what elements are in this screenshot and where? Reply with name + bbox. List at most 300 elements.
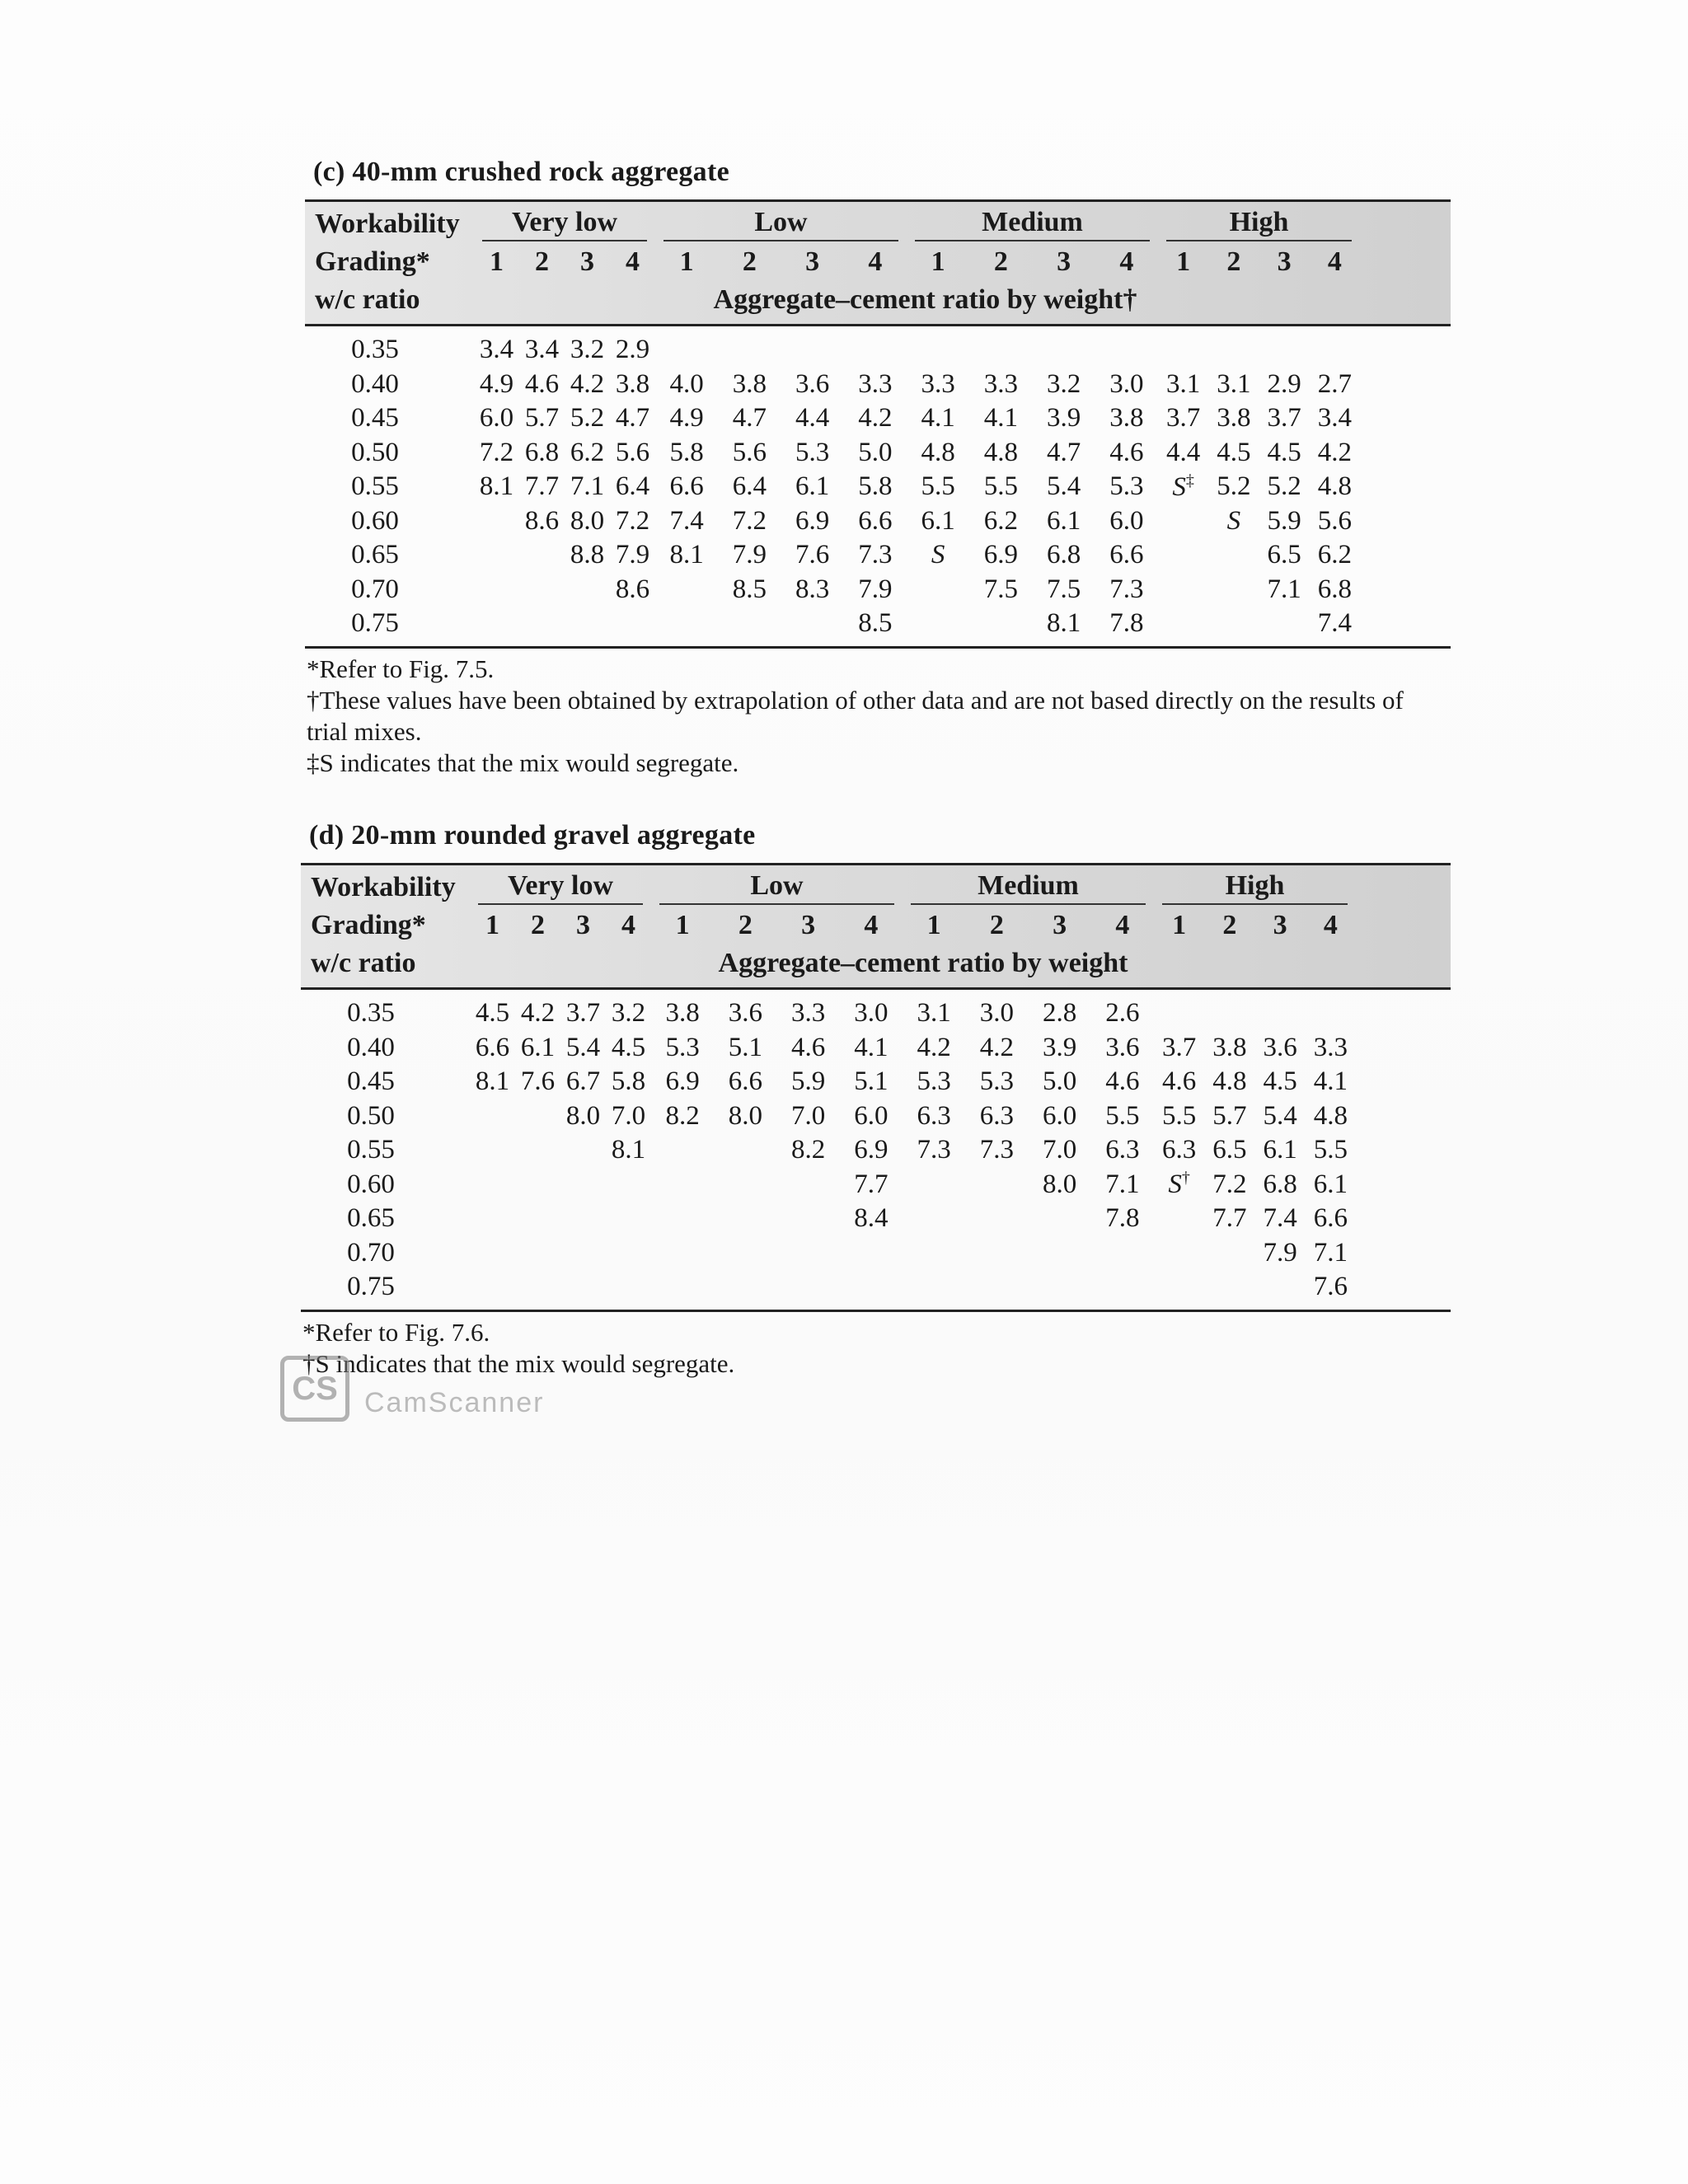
ratio-cell: 3.1 (1166, 368, 1201, 399)
ratio-cell: 5.8 (669, 437, 704, 467)
ratio-cell: 5.7 (524, 403, 560, 434)
table-row (305, 607, 1451, 641)
grading-number: 2 (738, 910, 753, 940)
ratio-row (301, 944, 1451, 982)
ratio-cell: 5.2 (1217, 471, 1251, 502)
ratio-cell: 4.6 (524, 368, 560, 399)
ratio-cell: 5.2 (1267, 471, 1301, 502)
ratio-cell: 4.1 (983, 403, 1018, 434)
ratio-cell: 5.6 (615, 437, 650, 467)
ratio-cell: 3.6 (728, 998, 762, 1029)
ratio-cell: 7.5 (1047, 574, 1081, 604)
ratio-cell: 7.4 (669, 505, 704, 536)
ratio-cell: 4.7 (1047, 437, 1081, 467)
table-row (305, 470, 1451, 504)
ratio-cell: 5.3 (917, 1066, 951, 1097)
grading-numbers (470, 910, 1451, 941)
ratio-cell: 8.4 (854, 1203, 889, 1234)
wc-ratio-cell: 0.35 (351, 335, 399, 365)
ratio-cell: 5.1 (728, 1032, 762, 1062)
ratio-cell: 6.3 (917, 1100, 951, 1131)
ratio-cell: 7.7 (1212, 1203, 1247, 1234)
ratio-cell: 3.3 (983, 368, 1018, 399)
ratio-cell: 3.7 (1267, 403, 1301, 434)
ratio-cell: 4.5 (611, 1032, 646, 1062)
ratio-cell: 6.6 (858, 505, 893, 536)
table-row (301, 1065, 1451, 1099)
section-c-footnotes (305, 654, 1451, 779)
ratio-cell: 6.2 (570, 437, 605, 467)
grading-row (301, 907, 1451, 944)
grading-label: Grading* (311, 910, 426, 940)
ratio-cell: 7.1 (1105, 1169, 1140, 1199)
ratio-cell: 6.0 (479, 403, 514, 434)
ratio-cell: 7.6 (1313, 1272, 1348, 1302)
ratio-cell: 8.1 (1047, 608, 1081, 639)
ratio-cell: 4.6 (1109, 437, 1144, 467)
workability-group: Medium (915, 207, 1150, 241)
ratio-cell: 3.2 (1047, 368, 1081, 399)
ratio-cell: 6.4 (732, 471, 767, 502)
ratio-cell: 3.3 (791, 998, 826, 1029)
ratio-cell: 3.7 (1162, 1032, 1197, 1062)
wc-ratio-cell: 0.40 (351, 368, 399, 399)
ratio-cell: 4.7 (615, 403, 650, 434)
table-row (301, 1133, 1451, 1168)
grading-number: 2 (989, 910, 1004, 940)
wc-ratio-cell: 0.45 (347, 1066, 395, 1097)
ratio-cell: 6.2 (983, 505, 1018, 536)
ratio-cell: 7.9 (615, 540, 650, 570)
ratio-cell: 6.1 (795, 471, 830, 502)
ratio-cell: 3.2 (611, 998, 646, 1029)
ratio-cell: 4.7 (732, 403, 767, 434)
ratio-cell: 7.1 (570, 471, 605, 502)
ratio-cell: 5.5 (983, 471, 1018, 502)
ratio-cell: 6.7 (565, 1066, 601, 1097)
ratio-cell: 7.6 (795, 540, 830, 570)
ratio-cell: 3.6 (1105, 1032, 1140, 1062)
grading-number: 1 (1176, 246, 1191, 277)
ratio-cell: 7.4 (1263, 1203, 1297, 1234)
ratio-cell: 2.7 (1317, 368, 1352, 399)
ratio-cell: 3.0 (1109, 368, 1144, 399)
ratio-cell: 5.6 (732, 437, 767, 467)
ratio-cell: 7.7 (854, 1169, 889, 1199)
wc-ratio-cell: 0.70 (351, 574, 399, 604)
grading-number: 3 (1057, 246, 1071, 277)
ratio-cell: 6.8 (1263, 1169, 1297, 1199)
wc-ratio-cell: 0.55 (347, 1135, 395, 1165)
grading-number: 1 (926, 910, 941, 940)
table-row (305, 573, 1451, 607)
ratio-cell: 8.1 (479, 471, 514, 502)
ratio-cell: 6.8 (524, 437, 560, 467)
ratio-cell: 3.3 (858, 368, 893, 399)
ratio-cell: 3.0 (854, 998, 889, 1029)
grading-number: 1 (679, 246, 694, 277)
ratio-cell: 4.1 (1313, 1066, 1348, 1097)
ratio-cell: 4.5 (1267, 437, 1301, 467)
workability-group: Low (659, 870, 894, 905)
ratio-cell: 3.4 (524, 335, 560, 365)
ratio-cell: 8.6 (524, 505, 560, 536)
ratio-cell: 3.8 (1212, 1032, 1247, 1062)
table-row (301, 1099, 1451, 1134)
ratio-cell: 7.2 (479, 437, 514, 467)
ratio-cell: 3.4 (1317, 403, 1352, 434)
ratio-cell: 4.8 (1317, 471, 1352, 502)
grading-number: 1 (485, 910, 499, 940)
grading-number: 3 (801, 910, 816, 940)
ratio-cell: 8.3 (795, 574, 830, 604)
table-row (301, 1270, 1451, 1305)
ratio-cell: 5.5 (1105, 1100, 1140, 1131)
table-row (305, 538, 1451, 573)
workability-groups (474, 207, 1451, 241)
ratio-cell: 6.6 (669, 471, 704, 502)
wc-label: w/c ratio (311, 948, 416, 978)
ratio-cell: 5.4 (1263, 1100, 1297, 1131)
grading-number: 2 (535, 246, 549, 277)
ratio-cell: 3.9 (1047, 403, 1081, 434)
table-row (305, 368, 1451, 402)
wc-ratio-cell: 0.60 (351, 505, 399, 536)
table-d-header (301, 865, 1451, 990)
ratio-cell: 7.8 (1109, 608, 1144, 639)
workability-group: Medium (911, 870, 1146, 905)
ratio-cell: 3.4 (479, 335, 514, 365)
ratio-cell: 7.0 (611, 1100, 646, 1131)
ratio-cell: 8.1 (475, 1066, 510, 1097)
ratio-cell: 7.5 (983, 574, 1018, 604)
ratio-cell: 4.2 (520, 998, 556, 1029)
wc-ratio-cell: 0.70 (347, 1237, 395, 1268)
ratio-cell: 6.0 (1109, 505, 1144, 536)
grading-number: 3 (1277, 246, 1292, 277)
ratio-cell: 6.9 (795, 505, 830, 536)
ratio-cell: 6.4 (615, 471, 650, 502)
footnote: †These values have been obtained by extrapolation of other data and are not based directly on the results of trial mixes. (307, 685, 1404, 746)
grading-number: 4 (1327, 246, 1342, 277)
ratio-cell: 3.3 (1313, 1032, 1348, 1062)
ratio-cell: 4.2 (858, 403, 893, 434)
ratio-cell: 7.1 (1267, 574, 1301, 604)
ratio-cell: 5.4 (565, 1032, 601, 1062)
ratio-cell: 4.6 (791, 1032, 826, 1062)
ratio-cell: 8.0 (570, 505, 605, 536)
grading-number: 3 (580, 246, 594, 277)
ratio-cell: 6.1 (1263, 1135, 1297, 1165)
table-row (305, 504, 1451, 539)
ratio-label: Aggregate–cement ratio by weight† (713, 284, 1137, 315)
ratio-cell: S (1226, 505, 1241, 536)
grading-number: 1 (931, 246, 945, 277)
ratio-cell: 3.6 (1263, 1032, 1297, 1062)
ratio-cell: 4.4 (1166, 437, 1201, 467)
grading-number: 1 (490, 246, 504, 277)
ratio-cell: 7.3 (979, 1135, 1014, 1165)
ratio-cell: 4.8 (1212, 1066, 1247, 1097)
table-d-body (301, 990, 1451, 1310)
ratio-cell: 5.6 (1317, 505, 1352, 536)
wc-ratio-cell: 0.75 (351, 608, 399, 639)
ratio-cell: 5.5 (921, 471, 955, 502)
table-c-body (305, 326, 1451, 646)
ratio-cell: 4.9 (479, 368, 514, 399)
table-row (301, 1168, 1451, 1202)
ratio-cell: 4.5 (475, 998, 510, 1029)
section-d (301, 820, 1451, 1380)
table-row (305, 401, 1451, 436)
ratio-cell: 3.9 (1043, 1032, 1077, 1062)
table-row (305, 436, 1451, 471)
grading-number: 2 (993, 246, 1008, 277)
ratio-cell: 4.2 (570, 368, 605, 399)
ratio-cell: 4.8 (983, 437, 1018, 467)
ratio-cell: 3.2 (570, 335, 605, 365)
grading-number: 4 (868, 246, 883, 277)
ratio-cell: 7.0 (1043, 1135, 1077, 1165)
ratio-cell: 5.3 (979, 1066, 1014, 1097)
ratio-cell: 5.9 (791, 1066, 826, 1097)
ratio-cell: 7.8 (1105, 1203, 1140, 1234)
ratio-cell: 7.3 (858, 540, 893, 570)
wc-label: w/c ratio (315, 284, 420, 315)
grading-label: Grading* (315, 246, 430, 277)
wc-ratio-cell: 0.35 (347, 998, 395, 1029)
ratio-cell: 4.6 (1162, 1066, 1197, 1097)
wc-ratio-cell: 0.65 (347, 1203, 395, 1234)
wc-ratio-cell: 0.60 (347, 1169, 395, 1199)
grading-number: 4 (864, 910, 879, 940)
workability-group: Very low (482, 207, 647, 241)
ratio-cell: 7.2 (615, 505, 650, 536)
ratio-cell: 8.0 (1043, 1169, 1077, 1199)
ratio-cell: 4.2 (917, 1032, 951, 1062)
workability-group: Very low (478, 870, 643, 905)
grading-number: 4 (1323, 910, 1338, 940)
table-c-header (305, 202, 1451, 326)
ratio-cell: 5.3 (665, 1032, 700, 1062)
ratio-cell: 2.9 (1267, 368, 1301, 399)
wc-ratio-cell: 0.50 (347, 1100, 395, 1131)
ratio-cell: 6.1 (520, 1032, 556, 1062)
ratio-cell: 5.0 (1043, 1066, 1077, 1097)
camscanner-brand: CamScanner (364, 1386, 545, 1418)
grading-number: 4 (1115, 910, 1130, 940)
ratio-cell: 7.1 (1313, 1237, 1348, 1268)
ratio-cell: 2.6 (1105, 998, 1140, 1029)
ratio-cell: 4.8 (1313, 1100, 1348, 1131)
table-row (301, 1031, 1451, 1066)
ratio-cell: 4.5 (1217, 437, 1251, 467)
table-row (301, 1236, 1451, 1271)
ratio-cell: 8.2 (665, 1100, 700, 1131)
grading-number: 3 (805, 246, 820, 277)
ratio-cell: 6.5 (1212, 1135, 1247, 1165)
ratio-cell: 7.2 (732, 505, 767, 536)
ratio-cell: 4.5 (1263, 1066, 1297, 1097)
grading-number: 2 (1222, 910, 1237, 940)
ratio-cell: 5.0 (858, 437, 893, 467)
ratio-cell: 8.0 (565, 1100, 601, 1131)
ratio-cell: 5.2 (570, 403, 605, 434)
ratio-cell: 6.3 (979, 1100, 1014, 1131)
ratio-cell: 5.5 (1162, 1100, 1197, 1131)
footnote: *Refer to Fig. 7.6. (302, 1317, 490, 1347)
ratio-cell: 4.4 (795, 403, 830, 434)
ratio-cell: 3.1 (1217, 368, 1251, 399)
ratio-cell: 3.8 (732, 368, 767, 399)
workability-label: Workability (315, 209, 460, 239)
camscanner-watermark (280, 1356, 544, 1422)
section-c-title: (c) 40-mm crushed rock aggregate (313, 157, 729, 187)
ratio-cell: 3.7 (565, 998, 601, 1029)
grading-number: 3 (1053, 910, 1067, 940)
ratio-cell: 7.9 (732, 540, 767, 570)
table-row (301, 1202, 1451, 1236)
ratio-cell: 6.8 (1047, 540, 1081, 570)
ratio-cell: 6.0 (1043, 1100, 1077, 1131)
ratio-cell: 3.8 (1109, 403, 1144, 434)
ratio-cell: 5.8 (611, 1066, 646, 1097)
ratio-cell: 4.9 (669, 403, 704, 434)
workability-group: High (1166, 207, 1352, 241)
ratio-cell: 3.7 (1166, 403, 1201, 434)
ratio-cell: 3.0 (979, 998, 1014, 1029)
table-row (301, 996, 1451, 1031)
ratio-cell: 4.6 (1105, 1066, 1140, 1097)
ratio-cell: 7.2 (1212, 1169, 1247, 1199)
workability-label: Workability (311, 872, 456, 902)
grading-number: 2 (531, 910, 545, 940)
ratio-cell: 7.7 (524, 471, 560, 502)
ratio-cell: 6.6 (1313, 1203, 1348, 1234)
ratio-cell: 6.9 (983, 540, 1018, 570)
ratio-cell: 5.7 (1212, 1100, 1247, 1131)
ratio-cell: 8.8 (570, 540, 605, 570)
footnote: *Refer to Fig. 7.5. (307, 654, 495, 683)
ratio-cell: 5.1 (854, 1066, 889, 1097)
ratio-cell: S‡ (1172, 471, 1194, 502)
workability-group: Low (663, 207, 898, 241)
ratio-cell: 6.3 (1162, 1135, 1197, 1165)
ratio-cell: 6.9 (854, 1135, 889, 1165)
ratio-cell: 4.0 (669, 368, 704, 399)
ratio-cell: 6.8 (1317, 574, 1352, 604)
grading-number: 3 (1273, 910, 1287, 940)
ratio-cell: 3.1 (917, 998, 951, 1029)
ratio-row (305, 281, 1451, 319)
wc-ratio-cell: 0.50 (351, 437, 399, 467)
wc-ratio-cell: 0.65 (351, 540, 399, 570)
ratio-cell: 3.3 (921, 368, 955, 399)
table-row (305, 333, 1451, 368)
ratio-cell: 8.5 (732, 574, 767, 604)
wc-ratio-cell: 0.55 (351, 471, 399, 502)
ratio-cell: 4.8 (921, 437, 955, 467)
ratio-cell: 5.3 (1109, 471, 1144, 502)
camscanner-logo-icon: CS (280, 1356, 349, 1422)
ratio-cell: 3.8 (615, 368, 650, 399)
ratio-cell: 8.2 (791, 1135, 826, 1165)
ratio-cell: 5.3 (795, 437, 830, 467)
ratio-cell: 6.6 (1109, 540, 1144, 570)
section-d-title: (d) 20-mm rounded gravel aggregate (309, 820, 756, 851)
grading-number: 4 (626, 246, 640, 277)
ratio-cell: 7.3 (1109, 574, 1144, 604)
ratio-cell: 7.9 (1263, 1237, 1297, 1268)
table-d (301, 863, 1451, 1312)
grading-numbers (474, 246, 1451, 278)
ratio-cell: 5.8 (858, 471, 893, 502)
ratio-cell: 6.2 (1317, 540, 1352, 570)
ratio-cell: 6.1 (921, 505, 955, 536)
ratio-cell: 8.1 (611, 1135, 646, 1165)
grading-number: 1 (675, 910, 690, 940)
ratio-cell: 6.1 (1313, 1169, 1348, 1199)
ratio-cell: 2.8 (1043, 998, 1077, 1029)
section-c (305, 157, 1451, 779)
ratio-cell: 5.9 (1267, 505, 1301, 536)
grading-number: 2 (1226, 246, 1241, 277)
ratio-cell: S† (1168, 1169, 1190, 1200)
ratio-cell: S (931, 540, 945, 570)
ratio-cell: 5.4 (1047, 471, 1081, 502)
ratio-cell: 6.1 (1047, 505, 1081, 536)
ratio-cell: 6.5 (1267, 540, 1301, 570)
ratio-cell: 6.6 (728, 1066, 762, 1097)
grading-number: 1 (1172, 910, 1187, 940)
workability-group: High (1162, 870, 1348, 905)
ratio-cell: 6.3 (1105, 1135, 1140, 1165)
wc-ratio-cell: 0.45 (351, 403, 399, 434)
grading-row (305, 243, 1451, 281)
ratio-cell: 4.1 (921, 403, 955, 434)
ratio-cell: 4.1 (854, 1032, 889, 1062)
ratio-cell: 6.9 (665, 1066, 700, 1097)
grading-number: 4 (1119, 246, 1134, 277)
ratio-cell: 7.3 (917, 1135, 951, 1165)
wc-ratio-cell: 0.75 (347, 1272, 395, 1302)
ratio-cell: 4.2 (979, 1032, 1014, 1062)
ratio-cell: 8.5 (858, 608, 893, 639)
grading-number: 3 (576, 910, 590, 940)
ratio-cell: 7.6 (520, 1066, 556, 1097)
workability-row (305, 205, 1451, 243)
footnote: †S indicates that the mix would segregate. (302, 1348, 735, 1378)
ratio-cell: 8.1 (669, 540, 704, 570)
ratio-cell: 3.6 (795, 368, 830, 399)
ratio-cell: 2.9 (615, 335, 650, 365)
grading-number: 2 (742, 246, 757, 277)
table-c (305, 199, 1451, 649)
ratio-cell: 6.6 (475, 1032, 510, 1062)
ratio-cell: 8.0 (728, 1100, 762, 1131)
ratio-cell: 6.0 (854, 1100, 889, 1131)
ratio-cell: 7.9 (858, 574, 893, 604)
wc-ratio-cell: 0.40 (347, 1032, 395, 1062)
ratio-cell: 8.6 (615, 574, 650, 604)
ratio-cell: 4.2 (1317, 437, 1352, 467)
ratio-cell: 7.4 (1317, 608, 1352, 639)
grading-number: 4 (621, 910, 635, 940)
ratio-cell: 7.0 (791, 1100, 826, 1131)
ratio-label: Aggregate–cement ratio by weight (718, 948, 1128, 978)
ratio-cell: 3.8 (665, 998, 700, 1029)
ratio-cell: 5.5 (1313, 1135, 1348, 1165)
